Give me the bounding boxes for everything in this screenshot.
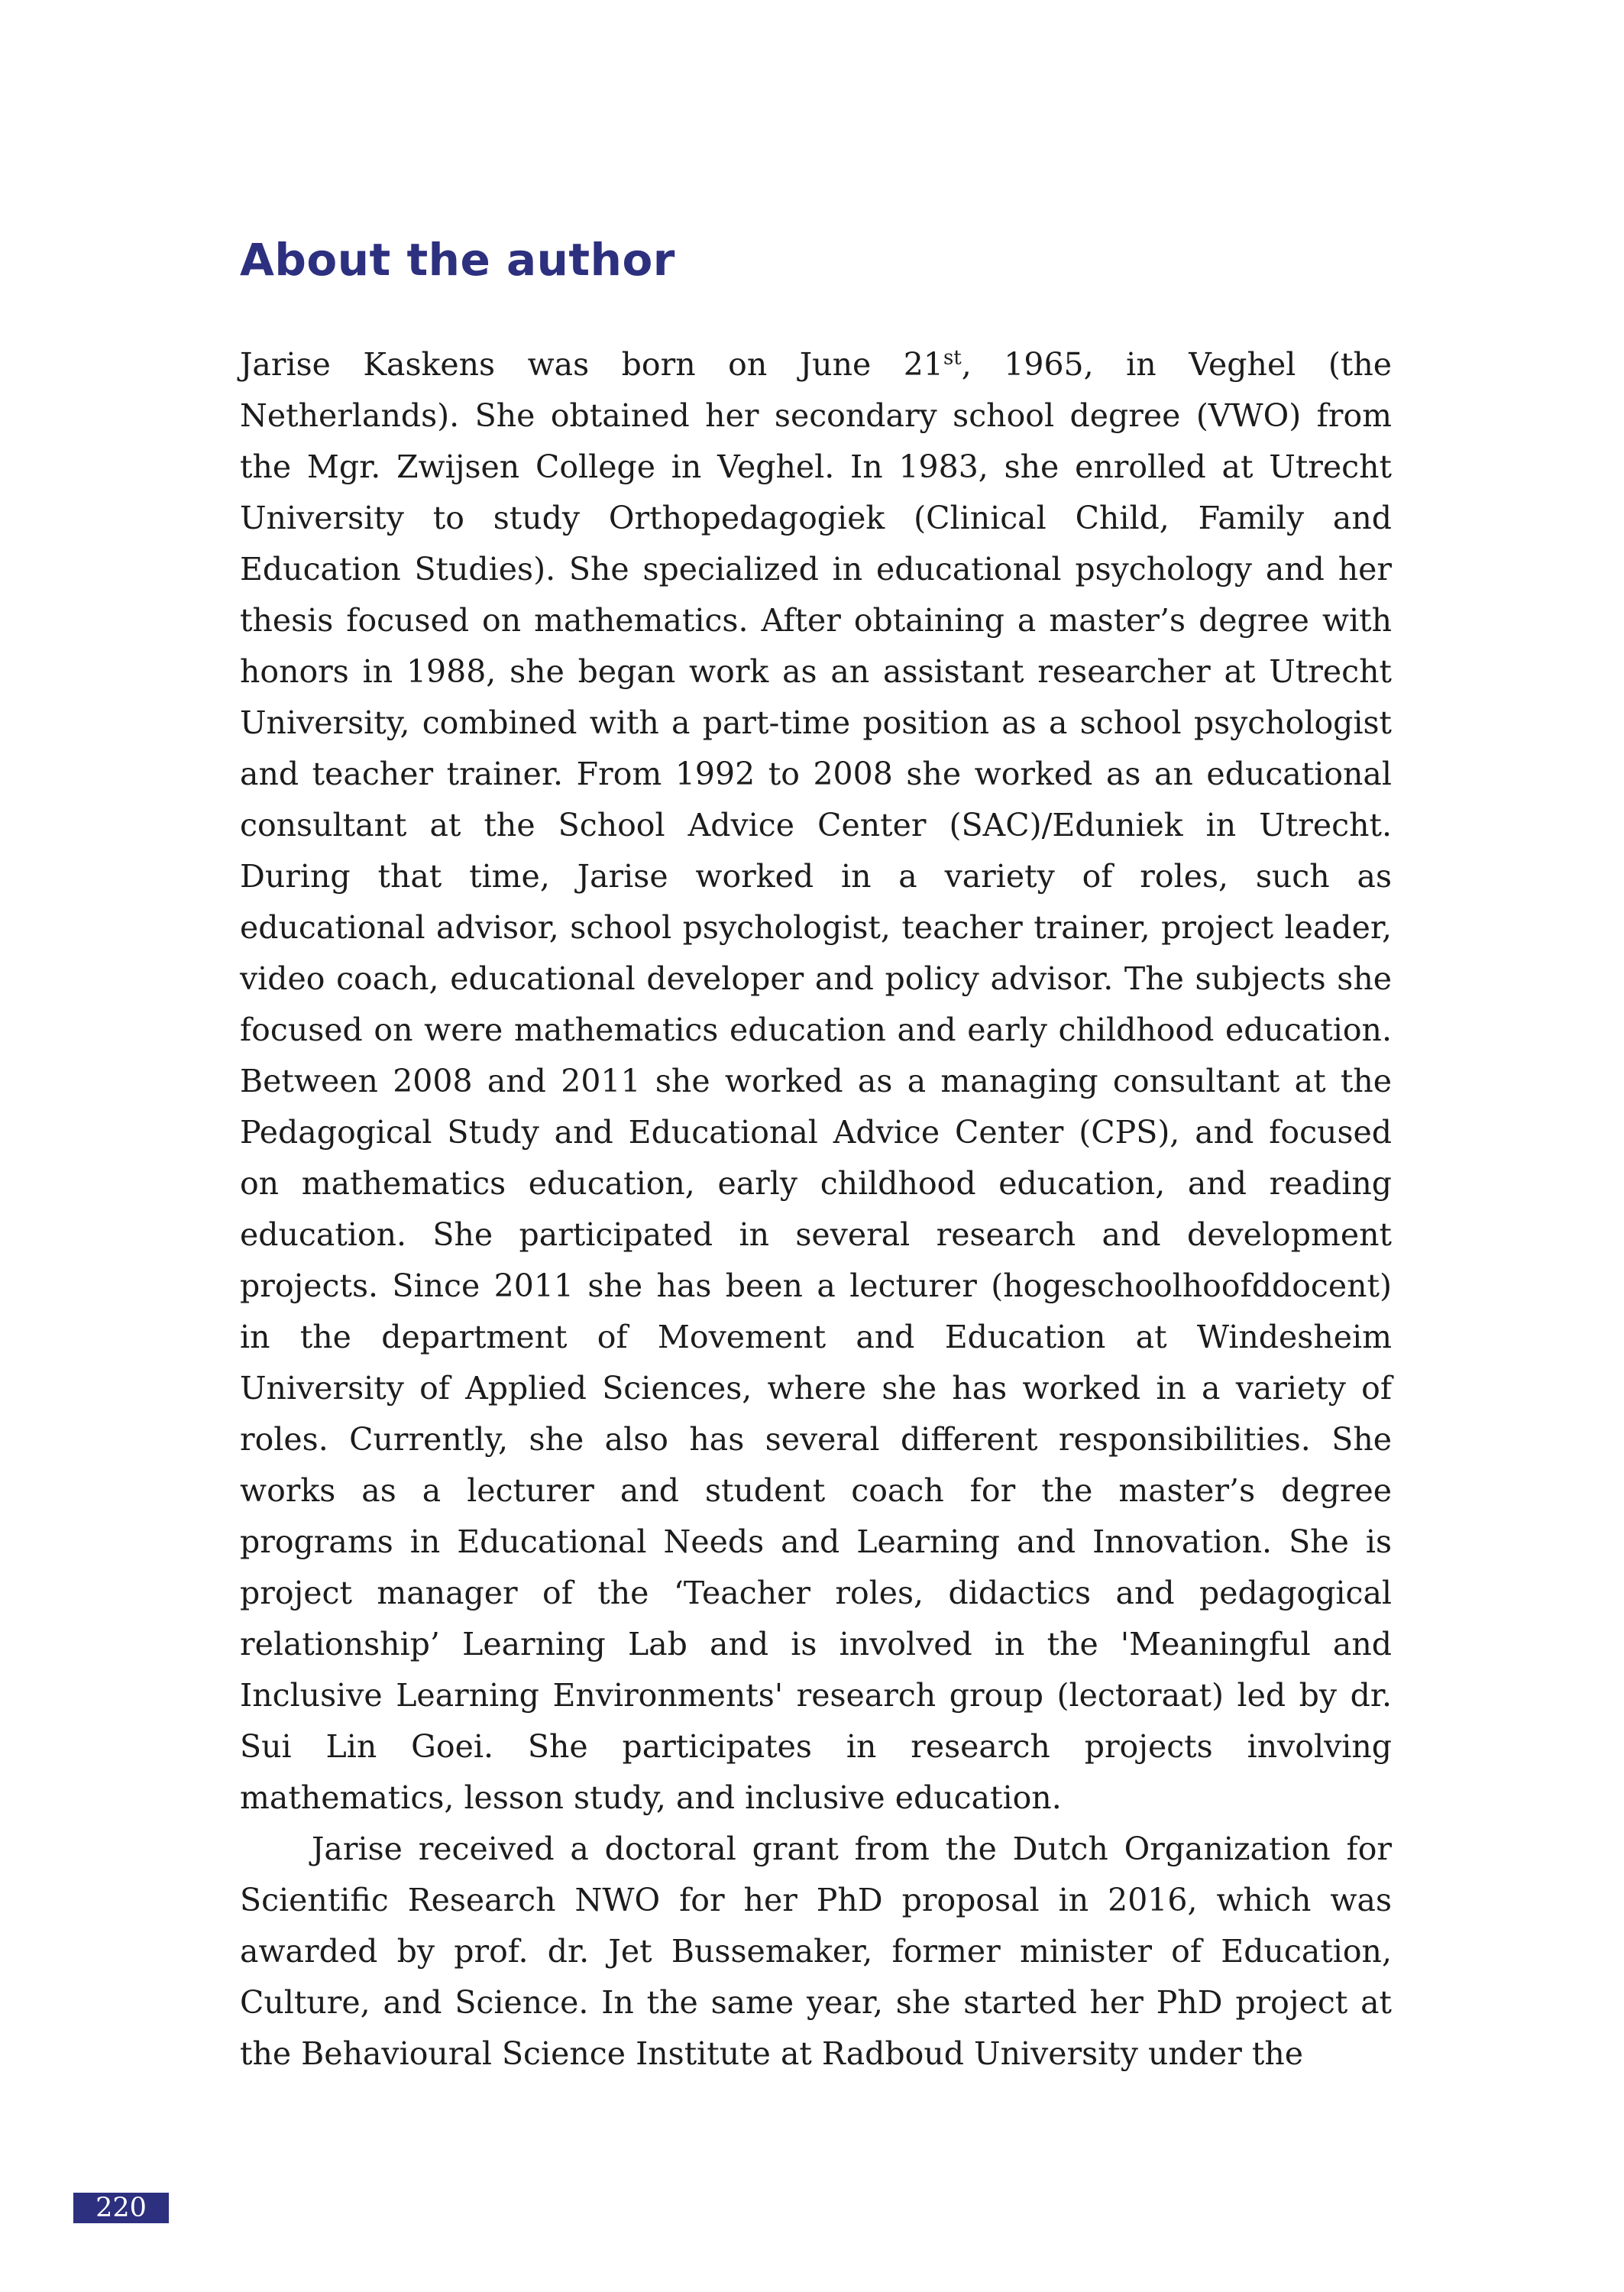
ordinal-superscript: st: [943, 346, 962, 370]
section-heading: About the author: [240, 234, 675, 286]
paragraph-1: [240, 339, 1392, 1824]
page-number: 220: [73, 2193, 169, 2223]
paragraph-1-start: Jarise Kaskens was born on June 21: [240, 346, 943, 383]
paragraph-1-rest: , 1965, in Veghel (the Netherlands). She obtained her secondary school degree (VWO) from the Mgr. Zwijsen College in Veghel. In 1983, she enrolled at Utrecht University to study Orthopedagogiek (Clinical Child, Family and Education Studies). She specialized in educational psychology and her thesis focused on mathematics. After obtaining a master’s degree with honors in 1988, she began work as an assistant researcher at Utrecht University, combined with a part-time position as a school psychologist and teacher trainer. From 1992 to 2008 she worked as an educational consultant at the School Advice Center (SAC)/Eduniek in Utrecht. During that time, Jarise worked in a variety of roles, such as educational advisor, school psychologist, teacher trainer, project leader, video coach, educational developer and policy advisor. The subjects she focused on were mathematics education and early childhood education. Between 2008 and 2011 she worked as a managing consultant at the Pedagogical Study and Educational Advice Center (CPS), and focused on mathematics education, early childhood education, and reading education. She participated in several research and development projects. Since 2011 she has been a lecturer (hogeschoolhoofddocent) in the department of Movement and Education at Windesheim University of Applied Sciences, where she has worked in a variety of roles. Currently, she also has several different responsibilities. She works as a lecturer and student coach for the master’s degree programs in Educational Needs and Learning and Innovation. She is project manager of the ‘Teacher roles, didactics and pedagogical relationship’ Learning Lab and is involved in the 'Meaningful and Inclusive Learning Environments' research group (lectoraat) led by dr. Sui Lin Goei. She participates in research projects involving mathematics, lesson study, and inclusive education.: [240, 346, 1392, 1816]
paragraph-2: Jarise received a doctoral grant from the Dutch Organization for Scientific Research NWO for her PhD proposal in 2016, which was awarded by prof. dr. Jet Bussemaker, former minister of Education, Culture, and Science. In the same year, she started her PhD project at the Behavioural Science Institute at Radboud University under the: [240, 1831, 1392, 2072]
body-text: [240, 339, 1392, 2080]
